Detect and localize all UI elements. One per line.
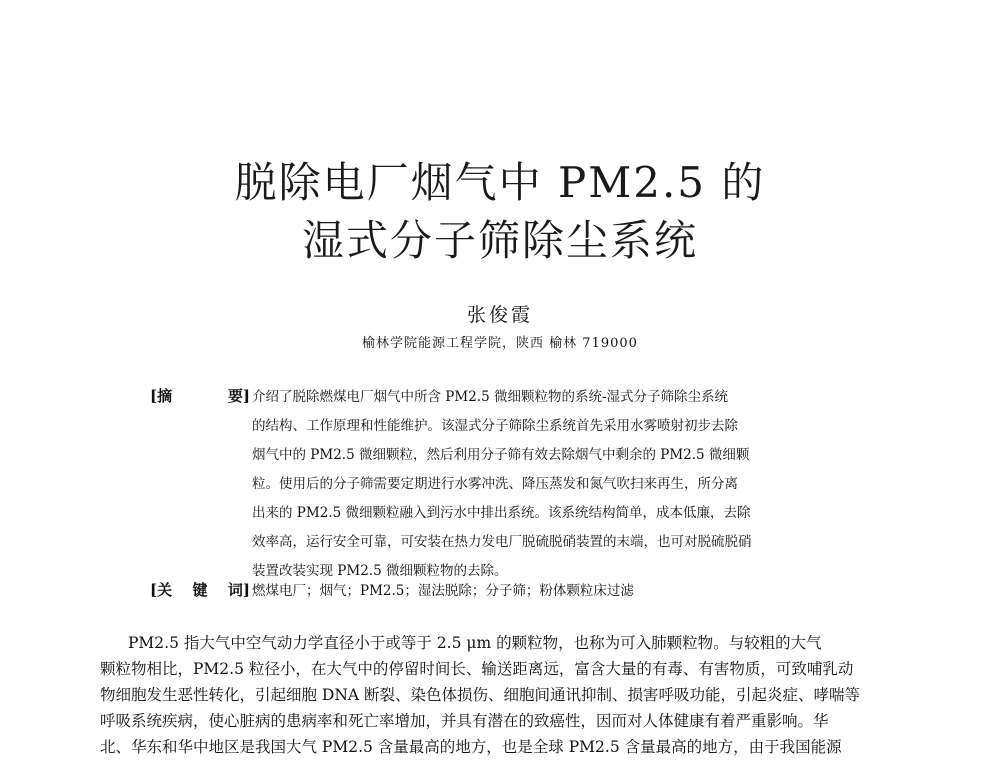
body-paragraph xyxy=(100,630,920,760)
body-line: 颗粒物相比，PM2.5 粒径小，在大气中的停留时间长、输送距离远，富含大量的有毒、有害物质，可致哺乳动 xyxy=(100,660,854,678)
abstract-line: 粒。使用后的分子筛需要定期进行水雾冲洗、降压蒸发和氮气吹扫来再生，所分离 xyxy=(252,476,738,492)
abstract-line: 效率高，运行安全可靠，可安装在热力发电厂脱硫脱硝装置的末端，也可对脱硫脱硝 xyxy=(252,534,752,550)
abstract-body xyxy=(252,383,902,586)
keywords-label-part: 键 xyxy=(192,581,208,599)
abstract-line: 介绍了脱除燃煤电厂烟气中所含 PM2.5 微细颗粒物的系统-湿式分子筛除尘系统 xyxy=(252,389,729,405)
paper-title-line-2: 湿式分子筛除尘系统 xyxy=(301,216,698,265)
body-line: PM2.5 指大气中空气动力学直径小于或等于 2.5 μm 的颗粒物，也称为可入肺颗粒物。与较粗的大气 xyxy=(128,634,822,652)
keywords-label-part: 词] xyxy=(227,581,250,599)
abstract-line: 装置改装实现 PM2.5 微细颗粒物的去除。 xyxy=(252,563,508,579)
keywords-label xyxy=(150,579,250,600)
keywords-label-part: [关 xyxy=(150,581,173,599)
abstract-line: 出来的 PM2.5 微细颗粒融入到污水中排出系统。该系统结构简单，成本低廉，去除 xyxy=(252,505,751,521)
body-line: 呼吸系统疾病，使心脏病的患病率和死亡率增加，并具有潜在的致癌性，因而对人体健康有着严重影响。华 xyxy=(100,712,829,730)
body-line: 北、华东和华中地区是我国大气 PM2.5 含量最高的地方，也是全球 PM2.5 含量最高的地方，由于我国能源 xyxy=(100,738,842,756)
abstract-line: 的结构、工作原理和性能维护。该湿式分子筛除尘系统首先采用水雾喷射初步去除 xyxy=(252,418,738,434)
abstract-label xyxy=(150,385,250,406)
author-affiliation: 榆林学院能源工程学院，陕西 榆林 719000 xyxy=(362,336,638,351)
body-line: 物细胞发生恶性转化，引起细胞 DNA 断裂、染色体损伤、细胞间通讯抑制、损害呼吸功能，引起炎症、哮喘等 xyxy=(100,686,861,704)
paper-title-line-1: 脱除电厂烟气中 PM2.5 的 xyxy=(234,158,766,207)
keywords-text: 燃煤电厂；烟气；PM2.5；湿法脱除；分子筛；粉体颗粒床过滤 xyxy=(252,583,634,599)
author-name: 张俊霞 xyxy=(466,304,533,326)
abstract-label-right: 要] xyxy=(227,387,250,405)
abstract-line: 烟气中的 PM2.5 微细颗粒，然后利用分子筛有效去除烟气中剩余的 PM2.5 微细颗 xyxy=(252,447,750,463)
abstract-label-left: [摘 xyxy=(150,387,173,405)
